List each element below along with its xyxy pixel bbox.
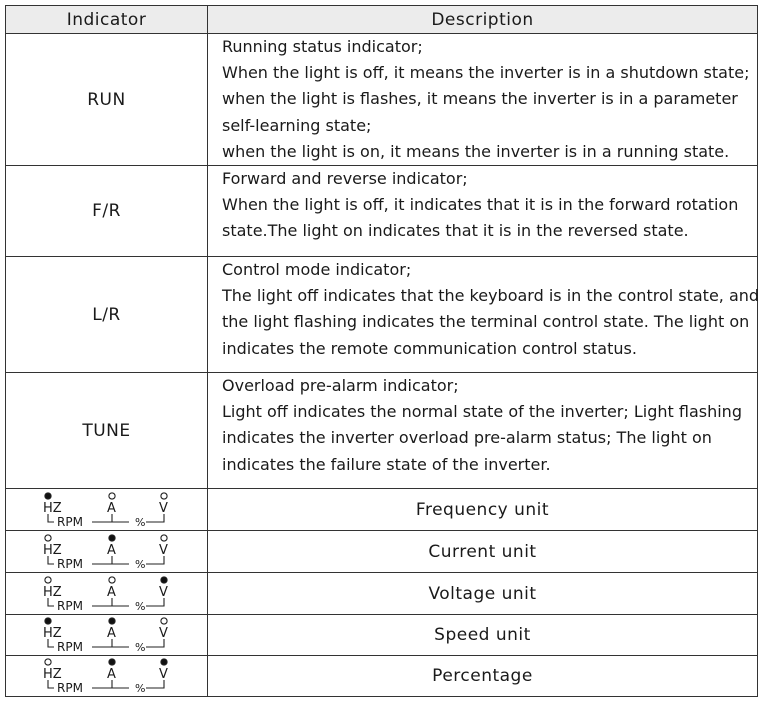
description-line: Light off indicates the normal state of the inverter; Light flashing [222, 402, 742, 422]
hz-led-off [45, 659, 51, 665]
percent-label: % [135, 557, 146, 571]
a-led-off [109, 576, 115, 582]
v-label: V [159, 542, 168, 558]
v-led-off [161, 492, 167, 498]
unit-label: Current unit [208, 531, 758, 573]
indicator-description [208, 34, 758, 166]
header-row [6, 6, 758, 34]
description-line: indicates the remote communication control status. [222, 338, 637, 358]
unit-row [6, 573, 758, 615]
unit-symbol-diagram [40, 575, 170, 613]
table-row [6, 166, 758, 257]
rpm-label: RPM [57, 598, 83, 613]
indicator-name: L/R [6, 257, 208, 373]
a-led-off [109, 492, 115, 498]
table-row [6, 373, 758, 489]
hz-led-off [45, 576, 51, 582]
v-label: V [159, 500, 168, 516]
description-line: When the light is off, it indicates that it is in the forward rotation [222, 195, 739, 215]
rpm-label: RPM [57, 556, 83, 571]
hz-led-on [45, 618, 51, 624]
v-label: V [159, 667, 168, 683]
v-label: V [159, 584, 168, 600]
v-led-off [161, 534, 167, 540]
percent-label: % [135, 599, 146, 613]
v-led-off [161, 618, 167, 624]
rpm-label: RPM [57, 681, 83, 696]
unit-indicator-symbol [6, 573, 208, 615]
description-line: when the light is on, it means the inverter is in a running state. [222, 141, 730, 161]
description-line: when the light is flashes, it means the inverter is in a parameter [222, 89, 738, 109]
hz-label: HZ [43, 542, 62, 558]
hz-led-off [45, 534, 51, 540]
percent-label: % [135, 682, 146, 696]
unit-symbol-diagram [40, 616, 170, 654]
unit-indicator-symbol [6, 656, 208, 697]
hz-label: HZ [43, 584, 62, 600]
unit-label: Speed unit [208, 615, 758, 656]
hz-label: HZ [43, 626, 62, 642]
unit-indicator-symbol [6, 489, 208, 531]
unit-indicator-symbol [6, 531, 208, 573]
description-line: the light flashing indicates the terminal control state. The light on [222, 312, 750, 332]
percent-label: % [135, 641, 146, 655]
description-line: Control mode indicator; [222, 260, 412, 280]
description-line: Forward and reverse indicator; [222, 169, 468, 189]
hz-led-on [45, 492, 51, 498]
table-row [6, 34, 758, 166]
unit-row [6, 531, 758, 573]
unit-row [6, 615, 758, 656]
a-label: A [107, 584, 116, 600]
a-led-on [109, 659, 115, 665]
percent-label: % [135, 515, 146, 529]
hz-label: HZ [43, 667, 62, 683]
table-row [6, 257, 758, 373]
description-line: The light off indicates that the keyboard is in the control state, and [222, 286, 760, 306]
v-led-on [161, 576, 167, 582]
rpm-label: RPM [57, 514, 83, 529]
a-led-on [109, 618, 115, 624]
a-label: A [107, 542, 116, 558]
a-label: A [107, 667, 116, 683]
a-label: A [107, 500, 116, 516]
description-line: When the light is off, it means the inverter is in a shutdown state; [222, 63, 750, 83]
description-line: Overload pre-alarm indicator; [222, 376, 459, 396]
hz-label: HZ [43, 500, 62, 516]
v-label: V [159, 626, 168, 642]
v-led-on [161, 659, 167, 665]
a-led-on [109, 534, 115, 540]
unit-label: Voltage unit [208, 573, 758, 615]
unit-symbol-diagram [40, 491, 170, 529]
description-line: indicates the inverter overload pre-alarm status; The light on [222, 428, 712, 448]
a-label: A [107, 626, 116, 642]
indicator-description [208, 257, 758, 373]
header-description: Description [208, 6, 758, 34]
description-line: state.The light on indicates that it is in the reversed state. [222, 221, 689, 241]
rpm-label: RPM [57, 640, 83, 655]
indicator-table [5, 5, 758, 697]
indicator-name: F/R [6, 166, 208, 257]
indicator-name: TUNE [6, 373, 208, 489]
description-line: self-learning state; [222, 115, 372, 135]
indicator-description [208, 373, 758, 489]
unit-symbol-diagram [40, 533, 170, 571]
description-line: Running status indicator; [222, 37, 423, 56]
unit-row [6, 656, 758, 697]
description-line: indicates the failure state of the inverter. [222, 454, 551, 474]
indicator-name: RUN [6, 34, 208, 166]
indicator-description [208, 166, 758, 257]
unit-label: Percentage [208, 656, 758, 697]
unit-row [6, 489, 758, 531]
unit-indicator-symbol [6, 615, 208, 656]
unit-symbol-diagram [40, 657, 170, 695]
header-indicator: Indicator [6, 6, 208, 34]
unit-label: Frequency unit [208, 489, 758, 531]
